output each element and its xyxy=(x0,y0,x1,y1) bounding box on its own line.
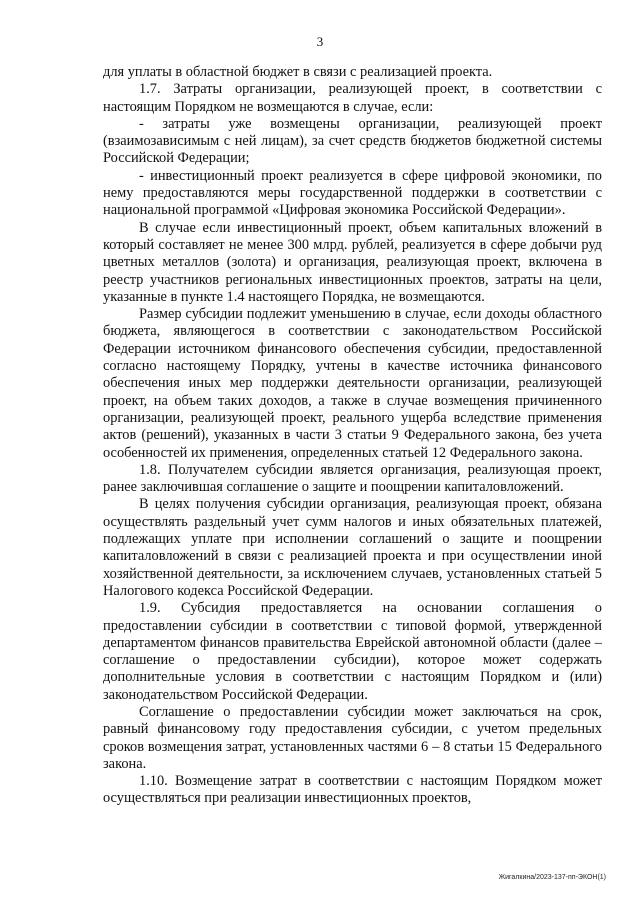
footer-code: Жигалкина/2023-137-пп-ЭКОН(1) xyxy=(498,874,606,881)
paragraph: Размер субсидии подлежит уменьшению в случае, если доходы областного бюджета, являющегося в соответствии с законодательством Российской Федерации источником финансового обеспечения субсидии, предоставленной согласно настоящему Порядку, учтены в качестве источника финансового обеспечения иных мер поддержки деятельности организации, реализующей проект, на объем таких доходов, а также в случае возмещения причиненного организации, реализующей проект, реального ущерба вследствие применения актов (решений), указанных в части 3 статьи 9 Федерального закона, без учета особенностей их применения, определенных статьей 12 Федерального закона. xyxy=(103,306,602,461)
paragraph: 1.10. Возмещение затрат в соответствии с настоящим Порядком может осуществляться при реализации инвестиционных проектов, xyxy=(103,773,602,807)
paragraph: - затраты уже возмещены организации, реализующей проект (взаимозависимым с ней лицам), за счет средств бюджетов бюджетной системы Российской Федерации; xyxy=(103,115,602,167)
document-body xyxy=(103,64,602,808)
paragraph: Соглашение о предоставлении субсидии может заключаться на срок, равный финансовому году предоставления субсидии, с учетом предельных сроков возмещения затрат, установленных частями 6 – 8 статьи 15 Федерального закона. xyxy=(103,703,602,772)
paragraph: для уплаты в областной бюджет в связи с реализацией проекта. xyxy=(103,64,493,80)
paragraph: В целях получения субсидии организация, реализующая проект, обязана осуществлять раздельный учет сумм налогов и иных обязательных платежей, подлежащих уплате при исполнении соглашений о защите и поощрении капиталовложений в связи с реализацией проекта и при осуществлении иной хозяйственной деятельности, за исключением случаев, установленных статьей 5 Налогового кодекса Российской Федерации. xyxy=(103,496,602,599)
paragraph: 1.9. Субсидия предоставляется на основании соглашения о предоставлении субсидии в соответствии с типовой формой, утвержденной департаментом финансов правительства Еврейской автономной области (далее – соглашение о предоставлении субсидии), которое может содержать дополнительные условия в соответствии с настоящим Порядком и (или) законодательством Российской Федерации. xyxy=(103,600,602,703)
page-number: 3 xyxy=(316,34,324,49)
paragraph: 1.8. Получателем субсидии является организация, реализующая проект, ранее заключившая соглашение о защите и поощрении капиталовложений. xyxy=(103,461,602,496)
paragraph: - инвестиционный проект реализуется в сфере цифровой экономики, по нему предоставляются меры государственной поддержки в соответствии с национальной программой «Цифровая экономика Российской Федерации». xyxy=(103,167,602,219)
paragraph: В случае если инвестиционный проект, объем капитальных вложений в который составляет не менее 300 млрд. рублей, реализуется в сфере добычи руд цветных металлов (золота) и организация, реализующая проект, включена в реестр участников региональных инвестиционных проектов, затраты на цели, указанные в пункте 1.4 настоящего Порядка, не возмещаются. xyxy=(103,219,602,305)
paragraph: 1.7. Затраты организации, реализующей проект, в соответствии с настоящим Порядком не возмещаются в случае, если: xyxy=(103,81,602,115)
